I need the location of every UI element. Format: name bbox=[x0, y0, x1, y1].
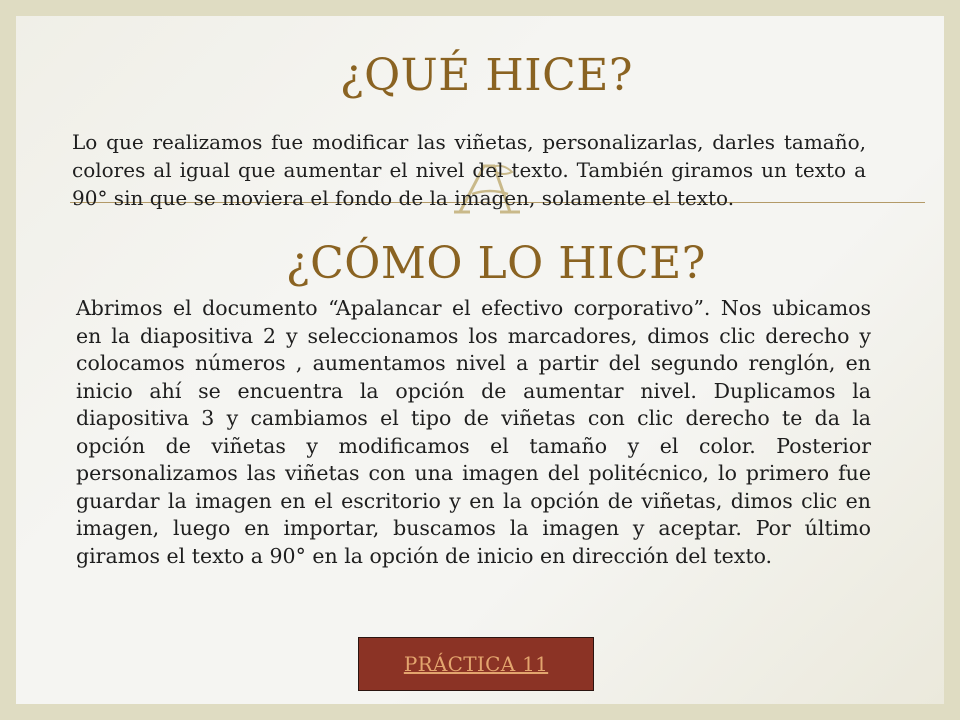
title-como-lo-hice: ¿CÓMO LO HICE? bbox=[286, 238, 706, 289]
practice-11-link[interactable]: PRÁCTICA 11 bbox=[403, 652, 549, 676]
paragraph-como-lo-hice: Abrimos el documento “Apalancar el efectivo corporativo”. Nos ubicamos en la diapositiva 2 y seleccionamos los marcadores, dimos clic derecho y colocamos números , aumentamos nivel a partir del segundo renglón, en inicio ahí se encuentra la opción de aumentar nivel. Duplicamos la diapositiva 3 y cambiamos el tipo de viñetas con clic derecho te da la opción de viñetas y modificamos el tamaño y el color. Posterior personalizamos las viñetas con una imagen del politécnico, lo primero fue guardar la imagen en el escritorio y en la opción de viñetas, dimos clic en imagen, luego en importar, buscamos la imagen y aceptar. Por último giramos el texto a 90° en la opción de inicio en dirección del texto. bbox=[76, 296, 871, 568]
paragraph-que-hice: Lo que realizamos fue modificar las viñetas, personalizarlas, darles tamaño, colores al igual que aumentar el nivel del texto. También giramos un texto a 90° sin que se moviera el fondo de la imagen, solamente el texto. bbox=[72, 130, 866, 210]
practice-11-button[interactable] bbox=[358, 637, 594, 691]
title-que-hice: ¿QUÉ HICE? bbox=[340, 50, 633, 101]
